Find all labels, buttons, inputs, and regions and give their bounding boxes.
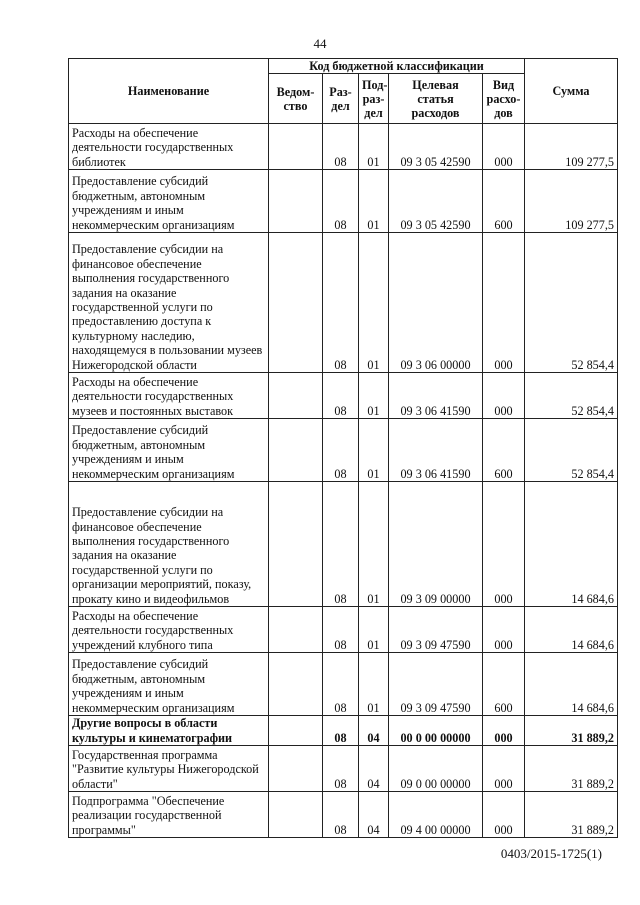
header-vedomstvo: Ведом- ство [269, 74, 323, 124]
cell-expense-type: 600 [483, 419, 525, 482]
cell-amount: 109 277,5 [525, 170, 618, 233]
cell-target-article: 09 3 09 00000 [389, 482, 483, 607]
table-row [69, 653, 618, 716]
table-row [69, 124, 618, 170]
header-name: Наименование [69, 59, 269, 124]
cell-expense-type: 000 [483, 746, 525, 792]
table-row [69, 170, 618, 233]
cell-target-article: 09 3 06 41590 [389, 419, 483, 482]
cell-target-article: 09 3 06 00000 [389, 233, 483, 373]
cell-vedomstvo [269, 607, 323, 653]
table-row [69, 792, 618, 838]
header-classification-code: Код бюджетной классификации [269, 59, 525, 74]
header-razdel: Раз- дел [323, 74, 359, 124]
cell-razdel: 08 [323, 124, 359, 170]
cell-name: Подпрограмма "Обеспечение реализации государственной программы" [69, 792, 269, 838]
cell-expense-type: 000 [483, 373, 525, 419]
cell-amount: 14 684,6 [525, 482, 618, 607]
table-row [69, 419, 618, 482]
cell-amount: 52 854,4 [525, 233, 618, 373]
cell-vedomstvo [269, 716, 323, 746]
cell-razdel: 08 [323, 653, 359, 716]
cell-name: Предоставление субсидии на финансовое обеспечение выполнения государственного задания на оказание государственной услуги по организации мероприятий, показу, прокату кино и видеофильмов [69, 482, 269, 607]
cell-razdel: 08 [323, 170, 359, 233]
cell-name: Расходы на обеспечение деятельности государственных музеев и постоянных выставок [69, 373, 269, 419]
cell-amount: 31 889,2 [525, 746, 618, 792]
cell-expense-type: 600 [483, 170, 525, 233]
table-row [69, 373, 618, 419]
cell-name: Предоставление субсидий бюджетным, автономным учреждениям и иным некоммерческим организациям [69, 653, 269, 716]
cell-expense-type: 000 [483, 716, 525, 746]
cell-razdel: 08 [323, 373, 359, 419]
table-row [69, 233, 618, 373]
cell-razdel: 08 [323, 607, 359, 653]
cell-razdel: 08 [323, 746, 359, 792]
cell-name: Другие вопросы в области культуры и кинематографии [69, 716, 269, 746]
cell-target-article: 09 3 05 42590 [389, 170, 483, 233]
page-number: 44 [313, 36, 327, 51]
cell-razdel: 08 [323, 233, 359, 373]
cell-podrazdel: 01 [359, 170, 389, 233]
cell-target-article: 09 3 05 42590 [389, 124, 483, 170]
header-target-article: Целевая статья расходов [389, 74, 483, 124]
cell-vedomstvo [269, 373, 323, 419]
cell-target-article: 09 3 09 47590 [389, 607, 483, 653]
cell-podrazdel: 01 [359, 373, 389, 419]
cell-vedomstvo [269, 653, 323, 716]
cell-podrazdel: 04 [359, 792, 389, 838]
cell-target-article: 09 3 09 47590 [389, 653, 483, 716]
cell-expense-type: 000 [483, 792, 525, 838]
cell-amount: 14 684,6 [525, 607, 618, 653]
table-row [69, 607, 618, 653]
cell-podrazdel: 04 [359, 716, 389, 746]
cell-vedomstvo [269, 170, 323, 233]
cell-podrazdel: 01 [359, 124, 389, 170]
cell-name: Расходы на обеспечение деятельности государственных библиотек [69, 124, 269, 170]
table-row [69, 482, 618, 607]
cell-vedomstvo [269, 419, 323, 482]
cell-podrazdel: 01 [359, 653, 389, 716]
cell-expense-type: 000 [483, 482, 525, 607]
cell-podrazdel: 01 [359, 482, 389, 607]
cell-name: Государственная программа "Развитие культуры Нижегородской области" [69, 746, 269, 792]
cell-amount: 14 684,6 [525, 653, 618, 716]
cell-expense-type: 000 [483, 124, 525, 170]
cell-target-article: 00 0 00 00000 [389, 716, 483, 746]
cell-podrazdel: 01 [359, 419, 389, 482]
cell-amount: 31 889,2 [525, 792, 618, 838]
document-code: 0403/2015-1725(1) [500, 846, 602, 861]
cell-amount: 52 854,4 [525, 373, 618, 419]
cell-razdel: 08 [323, 419, 359, 482]
cell-name: Предоставление субсидии на финансовое обеспечение выполнения государственного задания на оказание государственной услуги по предоставлению доступа к культурному наследию, находящемуся в пользовании музеев Нижегородской области [69, 233, 269, 373]
cell-target-article: 09 4 00 00000 [389, 792, 483, 838]
cell-name: Предоставление субсидий бюджетным, автономным учреждениям и иным некоммерческим организациям [69, 419, 269, 482]
table-row [69, 716, 618, 746]
cell-vedomstvo [269, 746, 323, 792]
cell-amount: 52 854,4 [525, 419, 618, 482]
cell-razdel: 08 [323, 716, 359, 746]
cell-name: Предоставление субсидий бюджетным, автономным учреждениям и иным некоммерческим организациям [69, 170, 269, 233]
table-body [69, 124, 618, 838]
header-expense-type: Вид расхо- дов [483, 74, 525, 124]
cell-amount: 109 277,5 [525, 124, 618, 170]
cell-razdel: 08 [323, 482, 359, 607]
cell-amount: 31 889,2 [525, 716, 618, 746]
cell-expense-type: 000 [483, 607, 525, 653]
header-amount: Сумма [525, 59, 618, 124]
cell-target-article: 09 3 06 41590 [389, 373, 483, 419]
cell-vedomstvo [269, 482, 323, 607]
cell-name: Расходы на обеспечение деятельности государственных учреждений клубного типа [69, 607, 269, 653]
table-header [69, 59, 618, 124]
cell-podrazdel: 01 [359, 607, 389, 653]
cell-vedomstvo [269, 124, 323, 170]
cell-expense-type: 000 [483, 233, 525, 373]
cell-vedomstvo [269, 233, 323, 373]
cell-podrazdel: 01 [359, 233, 389, 373]
cell-vedomstvo [269, 792, 323, 838]
cell-expense-type: 600 [483, 653, 525, 716]
cell-razdel: 08 [323, 792, 359, 838]
header-podrazdel: Под- раз- дел [359, 74, 389, 124]
cell-podrazdel: 04 [359, 746, 389, 792]
table-row [69, 746, 618, 792]
cell-target-article: 09 0 00 00000 [389, 746, 483, 792]
budget-table [68, 58, 618, 838]
